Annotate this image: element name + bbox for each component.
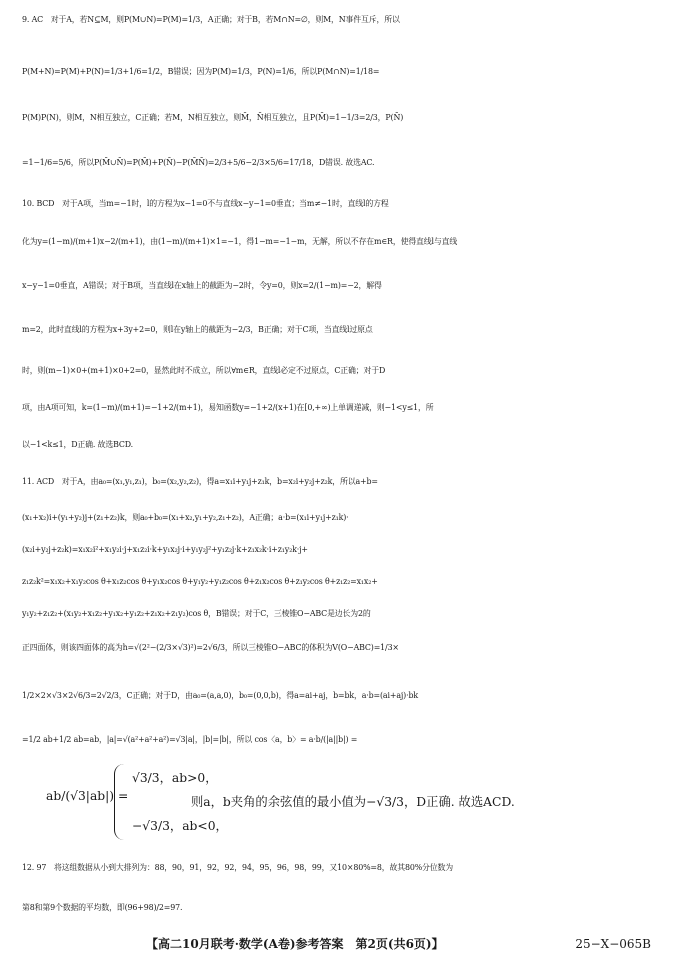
piecewise-conclusion: 则a，b夹角的余弦值的最小值为−√3/3，D正确. 故选ACD. [191,795,515,809]
q10-line-2: 化为y=(1−m)/(m+1)x−2/(m+1)，由(1−m)/(m+1)×1=−1，得1−m=−1−m，无解，所以不存在m∈R，使得直线l与直线 [22,237,458,246]
q10-line-6: 项，由A项可知，k=(1−m)/(m+1)=−1+2/(m+1)，易知函数y=−1+2/(x+1)在[0,+∞)上单调递减，则−1<y≤1，所 [22,403,434,412]
q10-line-4: m=2，此时直线l的方程为x+3y+2=0，则l在y轴上的截距为−2/3，B正确；对于C项，当直线l过原点 [22,325,373,334]
q10-line-3: x−y−1=0垂直，A错误；对于B项，当直线l在x轴上的截距为−2时，令y=0，则x=2/(1−m)=−2，解得 [22,281,382,290]
piecewise-cases [46,762,666,844]
q9-line-2: P(M+N)=P(M)+P(N)=1/3+1/6=1/2，B错误；因为P(M)=1/3，P(N)=1/6，所以P(M∩N)=1/18= [22,67,380,76]
q11-line-2: (x₁+x₂)i+(y₁+y₂)j+(z₁+z₂)k，则a₀+b₀=(x₁+x₂,y₁+y₂,z₁+z₂)，A正确；a·b=(x₁i+y₁j+z₁k)· [22,513,349,522]
q11-line-4: z₁z₂k²=x₁x₂+x₁y₂cos θ+x₁z₂cos θ+y₁x₂cos θ+y₁y₂+y₁z₂cos θ+z₁x₂cos θ+z₁y₂cos θ+z₁z₂=x₁x₂+ [22,577,378,586]
q11-line-8: =1/2 ab+1/2 ab=ab，|a|=√(a²+a²+a²)=√3|a|，|b|=|b|，所以 cos〈a，b〉= a·b/(|a||b|) = [22,735,358,744]
q10-line-5: 时，则(m−1)×0+(m+1)×0+2=0，显然此时不成立，所以∀m∈R，直线l必定不过原点，C正确；对于D [22,366,386,375]
q11-line-1: 11. ACD 对于A，由a₀=(x₁,y₁,z₁)，b₀=(x₂,y₂,z₂)，得a=x₁i+y₁j+z₁k，b=x₂i+y₂j+z₂k，所以a+b= [22,477,378,486]
piecewise-case-positive: √3/3，ab>0， [132,771,218,785]
q11-line-7: 1/2×2×√3×2√6/3=2√2/3，C正确；对于D，由a₀=(a,a,0)，b₀=(0,0,b)，得a=ai+aj，b=bk，a·b=(ai+aj)·bk [22,691,418,700]
footer-title: 【高二10月联考·数学(A卷)参考答案 第2页(共6页)】 [146,937,444,951]
q12-line-1: 12. 97 将这组数据从小到大排列为：88，90，91，92，92，94，95，96，98，99，又10×80%=8，故其80%分位数为 [22,863,454,872]
q9-line-1: 9. AC 对于A，若N⊆M，则P(M∪N)=P(M)=1/3，A正确；对于B，若M∩N=∅，则M，N事件互斥，所以 [22,15,400,24]
piecewise-lhs: ab/(√3|ab|) = [46,789,129,803]
footer-code: 25−X−065B [575,937,651,951]
q10-line-7: 以−1<k≤1，D正确. 故选BCD. [22,440,134,449]
left-brace [114,764,127,840]
piecewise-case-negative: −√3/3，ab<0， [132,819,228,833]
q9-line-3: P(M)P(N)，则M，N相互独立，C正确；若M，N相互独立，则M̄，N̄相互独立，且P(M̄)=1−1/3=2/3，P(N̄) [22,113,404,122]
q9-line-4: =1−1/6=5/6，所以P(M̄∪N̄)=P(M̄)+P(N̄)−P(M̄N̄)=2/3+5/6−2/3×5/6=17/18，D错误. 故选AC. [22,158,375,167]
q12-line-2: 第8和第9个数据的平均数，即(96+98)/2=97. [22,903,183,912]
q11-line-6: 正四面体，则该四面体的高为h=√(2²−(2/3×√3)²)=2√6/3，所以三棱锥O−ABC的体积为V(O−ABC)=1/3× [22,643,399,652]
q10-line-1: 10. BCD 对于A项，当m=−1时，l的方程为x−1=0不与直线x−y−1=0垂直；当m≠−1时，直线l的方程 [22,199,389,208]
q11-line-5: y₁y₂+z₁z₂+(x₁y₂+x₁z₂+y₁x₂+y₁z₂+z₁x₂+z₁y₂)cos θ，B错误；对于C，三棱锥O−ABC是边长为2的 [22,609,371,618]
page-footer [0,934,677,954]
q11-line-3: (x₂i+y₂j+z₂k)=x₁x₂i²+x₁y₂i·j+x₁z₂i·k+y₁x₂j·i+y₁y₂j²+y₁z₂j·k+z₁x₂k·i+z₁y₂k·j+ [22,545,308,554]
